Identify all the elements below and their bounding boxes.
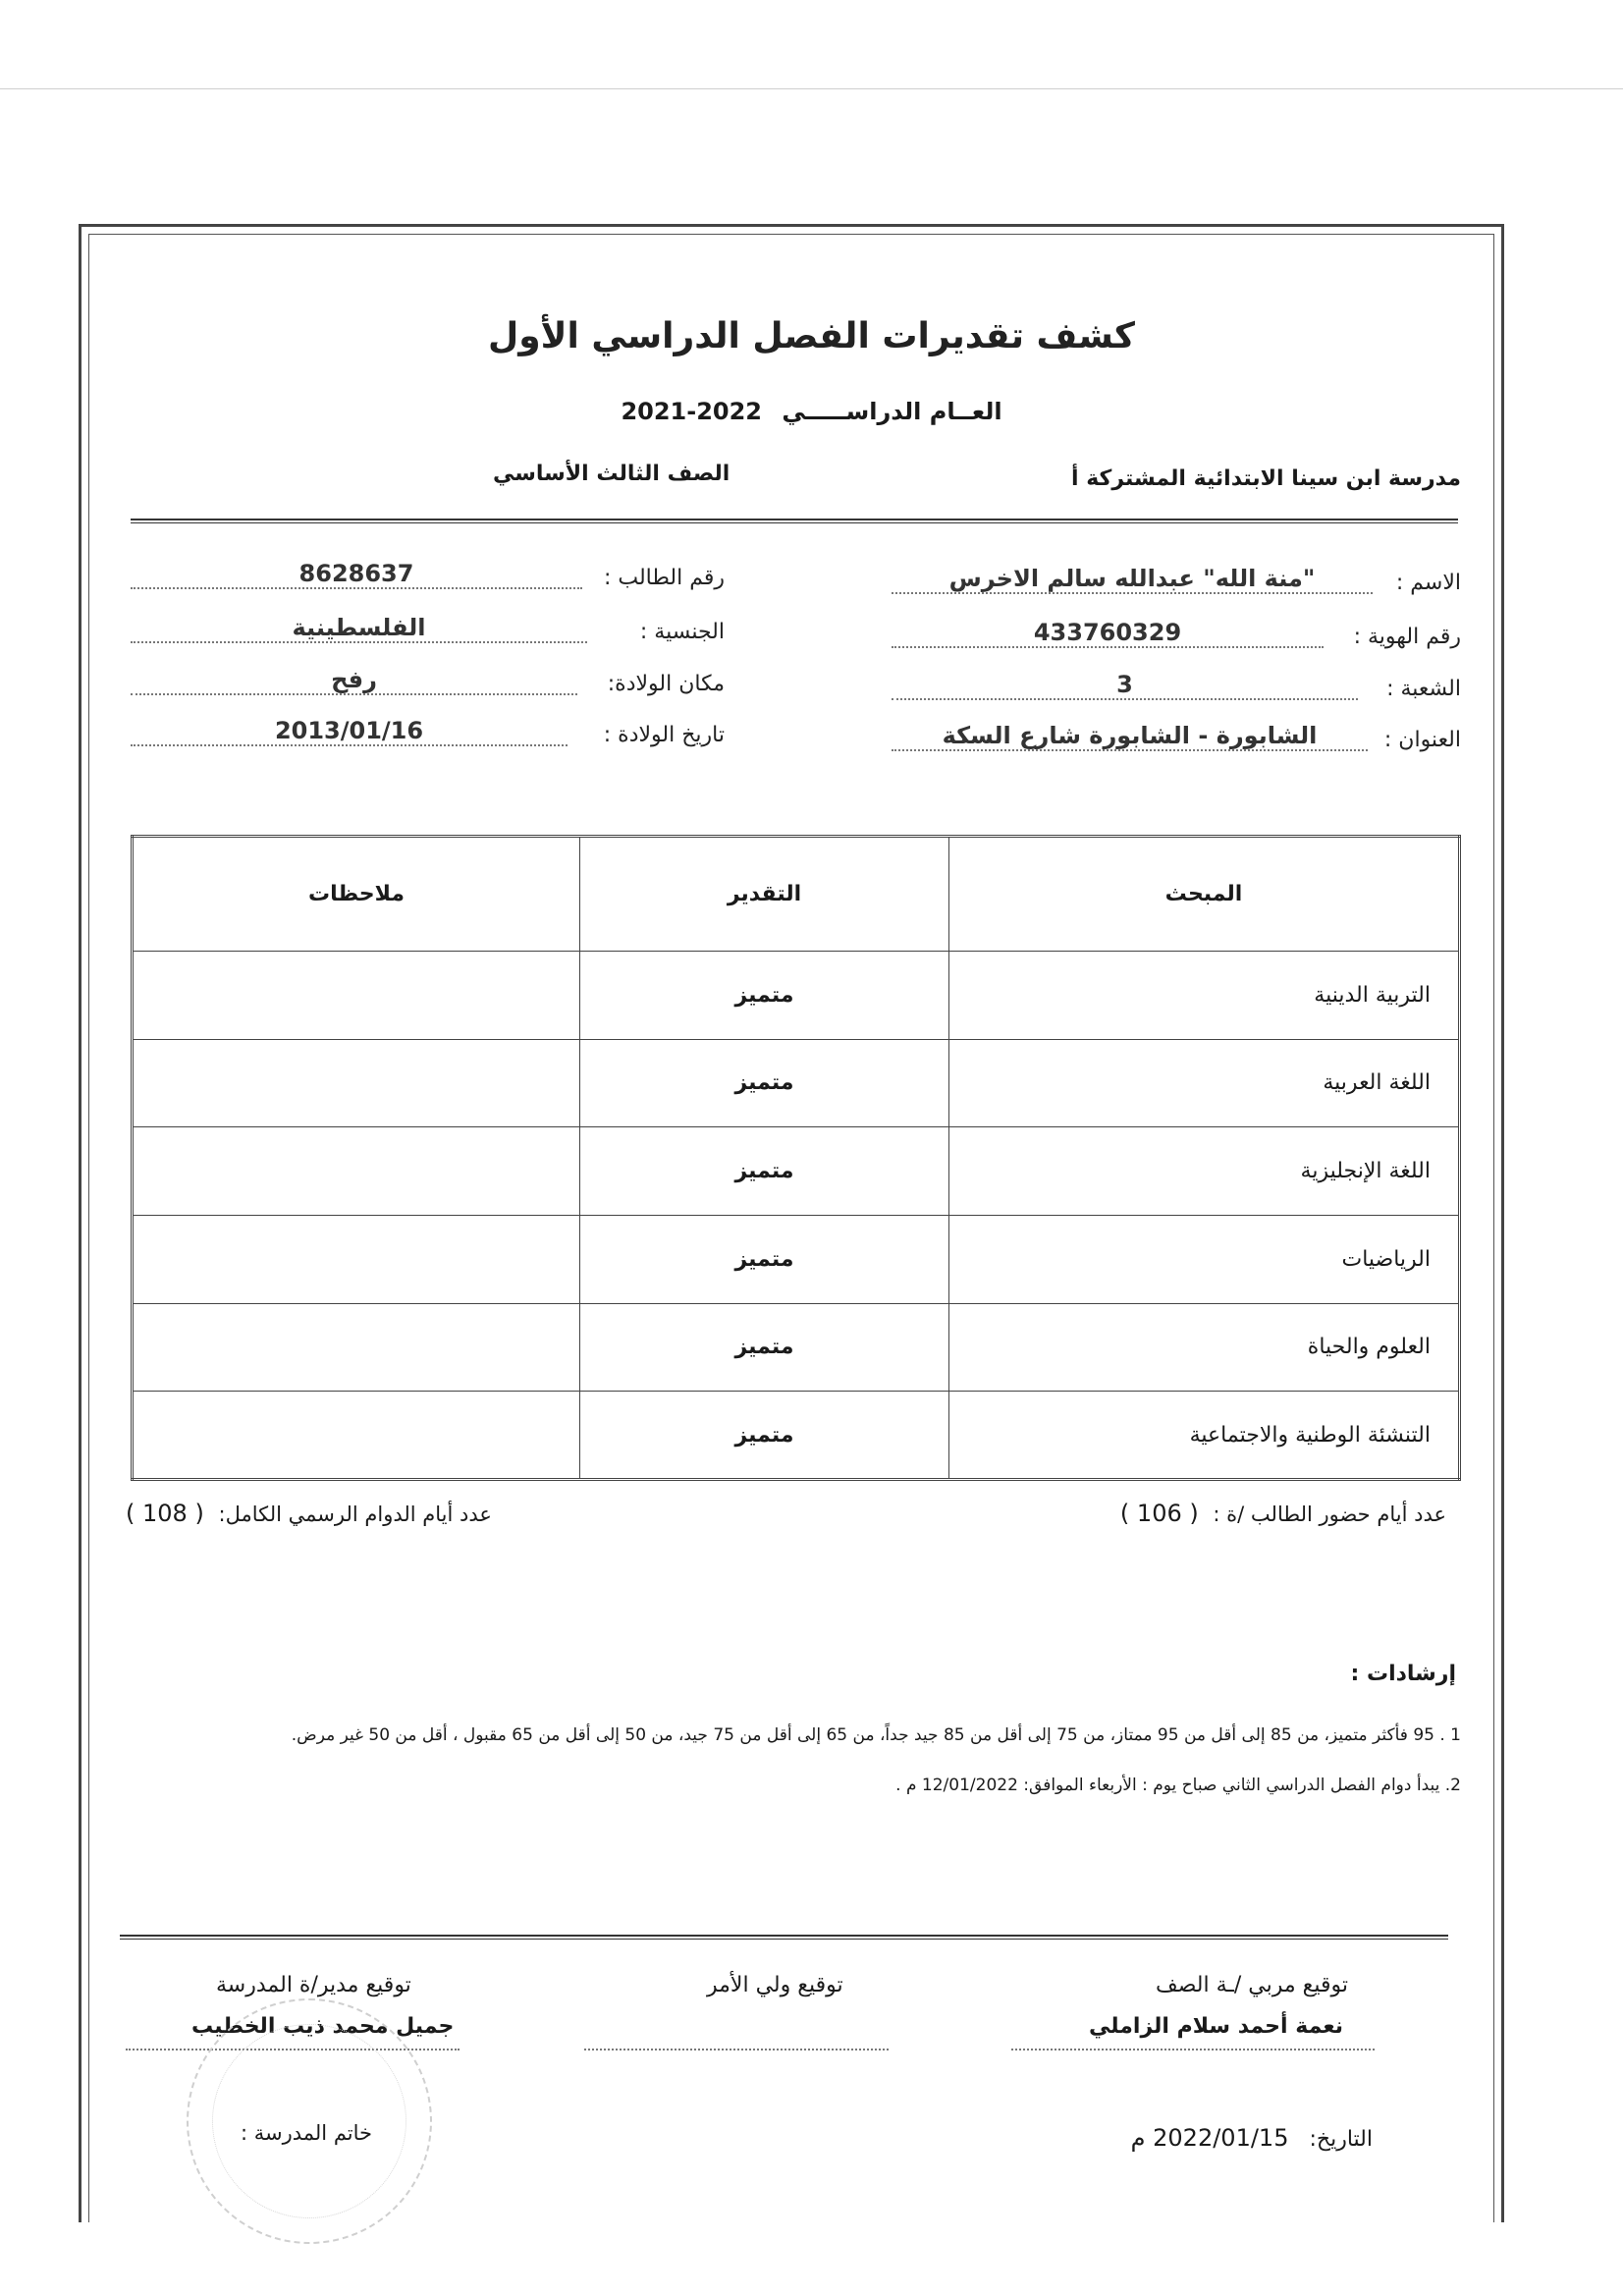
teacher-signature-line [1011, 2049, 1375, 2050]
birthdate-value: 2013/01/16 [131, 717, 568, 746]
date-label: التاريخ: [1309, 2127, 1373, 2152]
birthdate-label: تاريخ الولادة : [603, 723, 725, 747]
instructions-title: إرشادات : [1350, 1662, 1456, 1686]
field-birthplace [131, 666, 725, 711]
header-notes: ملاحظات [133, 837, 580, 952]
subject-cell: اللغة الإنجليزية [949, 1127, 1460, 1216]
field-id [884, 619, 1461, 664]
instruction-item: 1 . 95 فأكثر متميز، من 85 إلى أقل من 95 ممتاز، من 75 إلى أقل من 85 جيد جداً، من 65 إلى أقل من 75 جيد، من 50 إلى أقل من 65 مقبول ، أقل من 50 غير مرض. [291, 1725, 1461, 1745]
notes-cell [133, 1215, 580, 1303]
notes-cell [133, 1127, 580, 1216]
field-nationality [131, 614, 725, 659]
grade-cell: متميز [580, 1215, 949, 1303]
grade-cell: متميز [580, 1127, 949, 1216]
subject-cell: اللغة العربية [949, 1039, 1460, 1127]
student-number-value: 8628637 [131, 560, 582, 589]
principal-signature-label: توقيع مدير/ة المدرسة [216, 1973, 411, 1997]
table-row [133, 1215, 1460, 1303]
section-label: الشعبة : [1386, 677, 1461, 701]
address-label: العنوان : [1383, 728, 1461, 752]
field-section [884, 671, 1461, 716]
table-row [133, 1303, 1460, 1392]
name-value: "منة الله" عبدالله سالم الاخرس [892, 565, 1373, 594]
student-attendance [1112, 1500, 1446, 1527]
signature-divider [120, 1935, 1448, 1940]
academic-year-label: العــام الدراســـــي [782, 398, 1002, 425]
notes-cell [133, 1039, 580, 1127]
parent-signature-line [584, 2049, 889, 2050]
id-value: 433760329 [892, 619, 1324, 648]
address-value: الشابورة - الشابورة شارع السكة [892, 722, 1368, 751]
header-divider [131, 519, 1458, 523]
teacher-signature-label: توقيع مربي /ـة الصف [1155, 1973, 1348, 1997]
instruction-item: 2. يبدأ دوام الفصل الدراسي الثاني صباح يوم : الأربعاء الموافق: 12/01/2022 م . [895, 1776, 1461, 1795]
grade-level: الصف الثالث الأساسي [493, 462, 730, 486]
grade-cell: متميز [580, 952, 949, 1040]
academic-year-value: 2022-2021 [621, 398, 762, 425]
name-label: الاسم : [1395, 571, 1461, 595]
nationality-label: الجنسية : [639, 620, 725, 644]
birthplace-label: مكان الولادة: [607, 672, 725, 696]
stamp-label: خاتم المدرسة : [241, 2121, 373, 2145]
subject-cell: الرياضيات [949, 1215, 1460, 1303]
subject-cell: العلوم والحياة [949, 1303, 1460, 1392]
field-student-number [131, 560, 725, 605]
nationality-value: الفلسطينية [131, 614, 587, 643]
subject-cell: التربية الدينية [949, 952, 1460, 1040]
document-title: كشف تقديرات الفصل الدراسي الأول [488, 316, 1135, 356]
birthplace-value: رفح [131, 666, 577, 695]
parent-signature-label: توقيع ولي الأمر [707, 1973, 843, 1997]
student-attendance-days: ( 106 ) [1119, 1500, 1199, 1527]
scan-edge-line [0, 88, 1623, 89]
notes-cell [133, 952, 580, 1040]
subject-cell: التنشئة الوطنية والاجتماعية [949, 1392, 1460, 1480]
notes-cell [133, 1392, 580, 1480]
grade-cell: متميز [580, 1392, 949, 1480]
table-row [133, 952, 1460, 1040]
field-name [884, 565, 1461, 610]
official-attendance-label: عدد أيام الدوام الرسمي الكامل: [218, 1503, 492, 1526]
notes-cell [133, 1303, 580, 1392]
id-label: رقم الهوية : [1353, 625, 1461, 649]
official-attendance [118, 1500, 492, 1527]
teacher-name: نعمة أحمد سلام الزاملي [1089, 2014, 1343, 2039]
official-attendance-days: ( 108 ) [126, 1500, 204, 1527]
header-grade: التقدير [580, 837, 949, 952]
student-attendance-label: عدد أيام حضور الطالب /ة : [1213, 1503, 1446, 1526]
date-value: 2022/01/15 م [1130, 2124, 1289, 2152]
field-birthdate [131, 717, 725, 762]
table-row [133, 1392, 1460, 1480]
grade-cell: متميز [580, 1039, 949, 1127]
grade-cell: متميز [580, 1303, 949, 1392]
field-address [884, 722, 1461, 767]
student-number-label: رقم الطالب : [603, 566, 725, 590]
header-subject: المبحث [949, 837, 1460, 952]
table-header-row [133, 837, 1460, 952]
table-row [133, 1127, 1460, 1216]
table-row [133, 1039, 1460, 1127]
principal-name: جميل محمد ذيب الخطيب [191, 2014, 455, 2039]
academic-year [0, 398, 1623, 425]
issue-date [1131, 2124, 1373, 2152]
school-name: مدرسة ابن سينا الابتدائية المشتركة أ [1071, 466, 1461, 491]
section-value: 3 [892, 671, 1358, 700]
grades-table [131, 835, 1461, 1481]
